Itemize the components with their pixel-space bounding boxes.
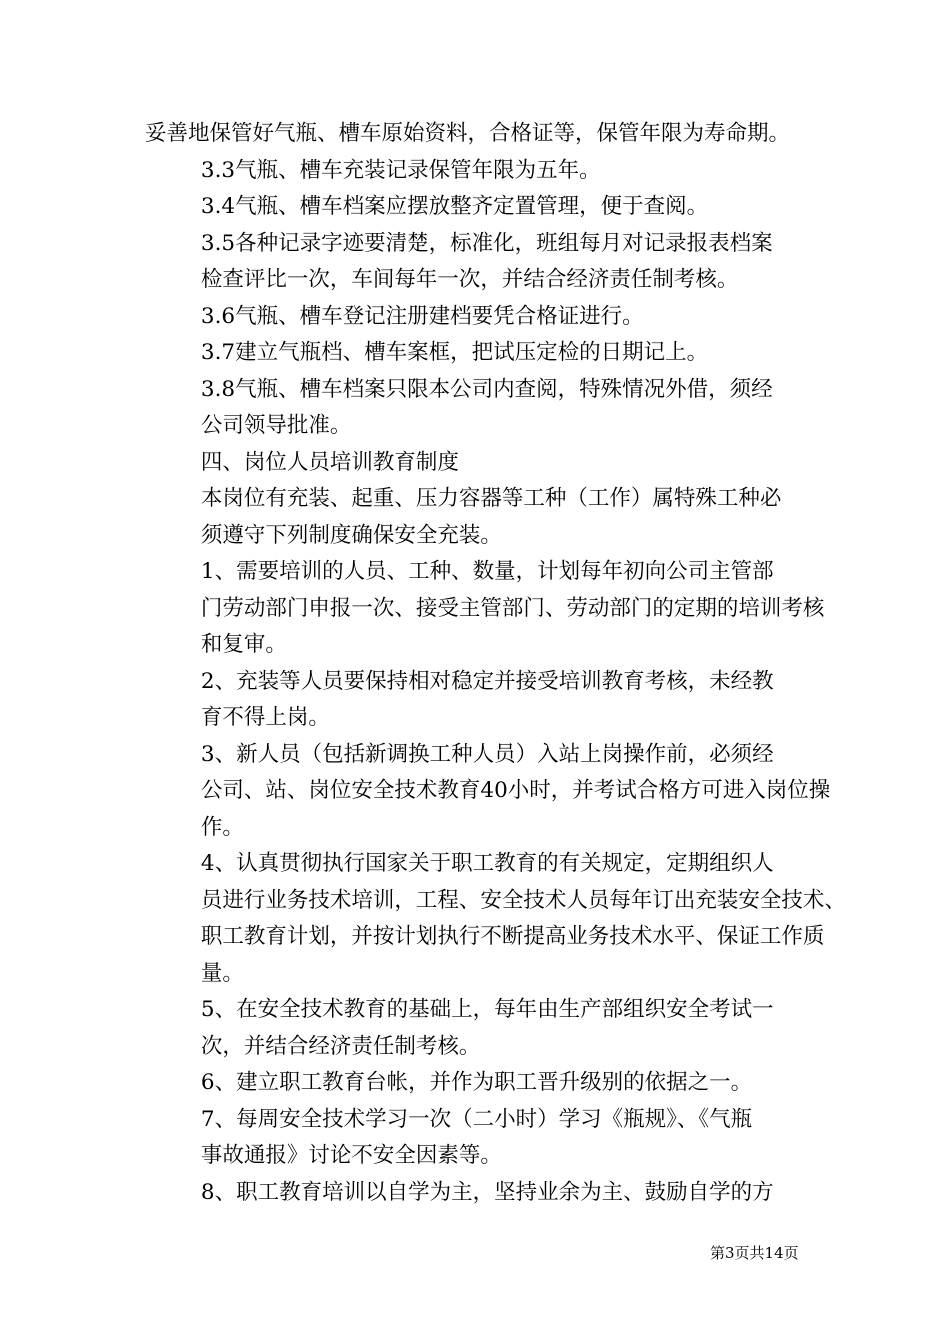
- text-line: 四、岗位人员培训教育制度: [200, 449, 459, 475]
- paragraph: [145, 554, 825, 664]
- paragraph: [145, 481, 810, 554]
- text-line: 8、职工教育培训以自学为主，坚持业余为主、鼓励自学的方: [200, 1179, 774, 1205]
- text-line: 1、需要培训的人员、工种、数量，计划每年初向公司主管部: [200, 559, 774, 584]
- paragraph: [145, 1065, 810, 1102]
- text-line: 检查评比一次，车间每年一次，并结合经济责任制考核。: [200, 267, 739, 292]
- text-line: 量。: [200, 960, 244, 986]
- text-line: 职工教育计划，并按计划执行不断提高业务技术水平、保证工作质: [200, 924, 825, 949]
- text-line: 公司、站、岗位安全技术教育40小时，并考试合格方可进入岗位操: [200, 778, 831, 803]
- paragraph: [145, 153, 810, 190]
- paragraph: [145, 1175, 810, 1212]
- paragraph: [145, 372, 810, 445]
- text-line: 门劳动部门申报一次、接受主管部门、劳动部门的定期的培训考核: [200, 595, 825, 621]
- text-line: 须遵守下列制度确保安全充装。: [200, 522, 502, 548]
- text-line: 3、新人员（包括新调换工种人员）入站上岗操作前，必须经: [200, 741, 774, 767]
- text-line: 3.3气瓶、槽车充装记录保管年限为五年。: [200, 157, 601, 183]
- paragraph: [145, 189, 810, 226]
- paragraph: [145, 1102, 810, 1175]
- page-number: 第3页共14页: [710, 1244, 799, 1262]
- text-line: 3.8气瓶、槽车档案只限本公司内查阅，特殊情况外借，须经: [200, 376, 773, 402]
- paragraph: [145, 846, 846, 992]
- paragraph: [145, 445, 810, 482]
- paragraph: [145, 737, 831, 847]
- text-line: 事故通报》讨论不安全因素等。: [200, 1143, 502, 1168]
- text-line: 3.5各种记录字迹要清楚，标准化，班组每月对记录报表档案: [200, 230, 773, 256]
- text-line: 妥善地保管好气瓶、槽车原始资料，合格证等，保管年限为寿命期。: [145, 121, 791, 146]
- text-line: 3.4气瓶、槽车档案应摆放整齐定置管理，便于查阅。: [200, 194, 709, 219]
- text-line: 育不得上岗。: [200, 705, 330, 730]
- text-line: 员进行业务技术培训，工程、安全技术人员每年订出充装安全技术、: [200, 887, 846, 913]
- paragraph: [145, 992, 810, 1065]
- text-line: 和复审。: [200, 632, 287, 657]
- text-line: 3.7建立气瓶档、槽车案框，把试压定检的日期记上。: [200, 340, 709, 365]
- paragraph: [145, 226, 810, 299]
- paragraph: [145, 335, 810, 372]
- text-line: 5、在安全技术教育的基础上，每年由生产部组织安全考试一: [200, 997, 774, 1022]
- document-body: [145, 116, 846, 1211]
- paragraph: [145, 299, 810, 336]
- text-line: 作。: [200, 814, 244, 840]
- text-line: 7、每周安全技术学习一次（二小时）学习《瓶规》、《气瓶: [200, 1106, 753, 1132]
- text-line: 次，并结合经济责任制考核。: [200, 1033, 481, 1059]
- paragraph: [145, 116, 810, 153]
- text-line: 6、建立职工教育台帐，并作为职工晋升级别的依据之一。: [200, 1070, 753, 1095]
- paragraph: [145, 664, 810, 737]
- text-line: 4、认真贯彻执行国家关于职工教育的有关规定，定期组织人: [200, 851, 774, 876]
- text-line: 2、充装等人员要保持相对稳定并接受培训教育考核，未经教: [200, 668, 774, 694]
- text-line: 本岗位有充装、起重、压力容器等工种（工作）属特殊工种必: [200, 486, 782, 511]
- text-line: 3.6气瓶、槽车登记注册建档要凭合格证进行。: [200, 303, 644, 329]
- text-line: 公司领导批准。: [200, 413, 352, 438]
